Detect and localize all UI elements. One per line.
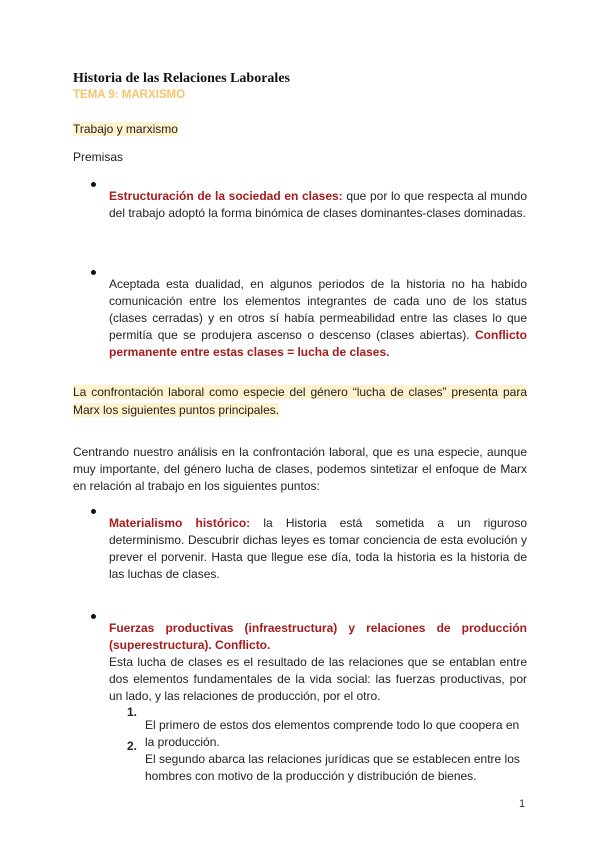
numbered-item: El primero de estos dos elementos comprende todo lo que coopera en la producción. <box>145 718 520 749</box>
document-title: Historia de las Relaciones Laborales <box>73 71 290 86</box>
bullet-text: Aceptada esta dualidad, en algunos periodos de la historia no ha habido comunicación entre los elementos integrantes de cada uno de los status (clases cerradas) y en otros sí había permeabilidad entre las clases lo que permitía que se produjera ascenso o descenso (clases abiertas). <box>109 277 527 342</box>
bullet-dot <box>91 182 96 187</box>
bullet-text: que por lo que respecta al mundo del trabajo adoptó la forma binómica de clases dominantes-clases dominadas. <box>109 189 527 220</box>
section-heading <box>73 121 178 138</box>
bullet-bold: Conflicto permanente entre estas clases = lucha de clases. <box>109 328 527 359</box>
bullet-fuerzas-heading <box>109 620 527 654</box>
highlight-paragraph <box>73 383 527 419</box>
bullet-bold: Fuerzas productivas (infraestructura) y relaciones de producción (superestructura). Conflicto. <box>109 621 527 652</box>
bullet-materialismo <box>109 515 527 583</box>
premisas-heading: Premisas <box>73 150 124 164</box>
bullet-dot <box>91 270 96 275</box>
numbered-marker: 1. <box>127 705 138 719</box>
highlight-paragraph-text: La confrontación laboral como especie del género “lucha de clases” presenta para Marx los siguientes puntos principales. <box>73 385 527 417</box>
intro-paragraph: Centrando nuestro análisis en la confrontación laboral, que es una especie, aunque muy importante, del género lucha de clases, podemos sintetizar el enfoque de Marx en relación al trabajo en los siguientes puntos: <box>73 445 527 493</box>
bullet-text: la Historia está sometida a un riguroso determinismo. Descubrir dichas leyes es tomar conciencia de esta evolución y prever el porvenir. Hasta que llegue ese día, toda la historia es la historia de las luchas de clases. <box>109 516 527 581</box>
bullet-bold: Materialismo histórico: <box>109 516 251 530</box>
bullet-dualidad <box>109 276 527 361</box>
page-number: 1 <box>519 798 526 810</box>
bullet-fuerzas-text: Esta lucha de clases es el resultado de las relaciones que se entablan entre dos elementos fundamentales de la vida social: las fuerzas productivas, por un lado, y las relaciones de producción, por el otro. <box>109 655 527 703</box>
document-subtitle: TEMA 9: MARXISMO <box>73 89 186 101</box>
section-heading-text: Trabajo y marxismo <box>73 122 178 136</box>
numbered-item: El segundo abarca las relaciones jurídicas que se establecen entre los hombres con motivo de la producción y distribución de bienes. <box>145 752 520 783</box>
bullet-bold: Estructuración de la sociedad en clases: <box>109 189 343 203</box>
bullet-dot <box>91 509 96 514</box>
numbered-marker: 2. <box>127 739 138 753</box>
bullet-estructuracion <box>109 188 527 222</box>
bullet-dot <box>91 614 96 619</box>
